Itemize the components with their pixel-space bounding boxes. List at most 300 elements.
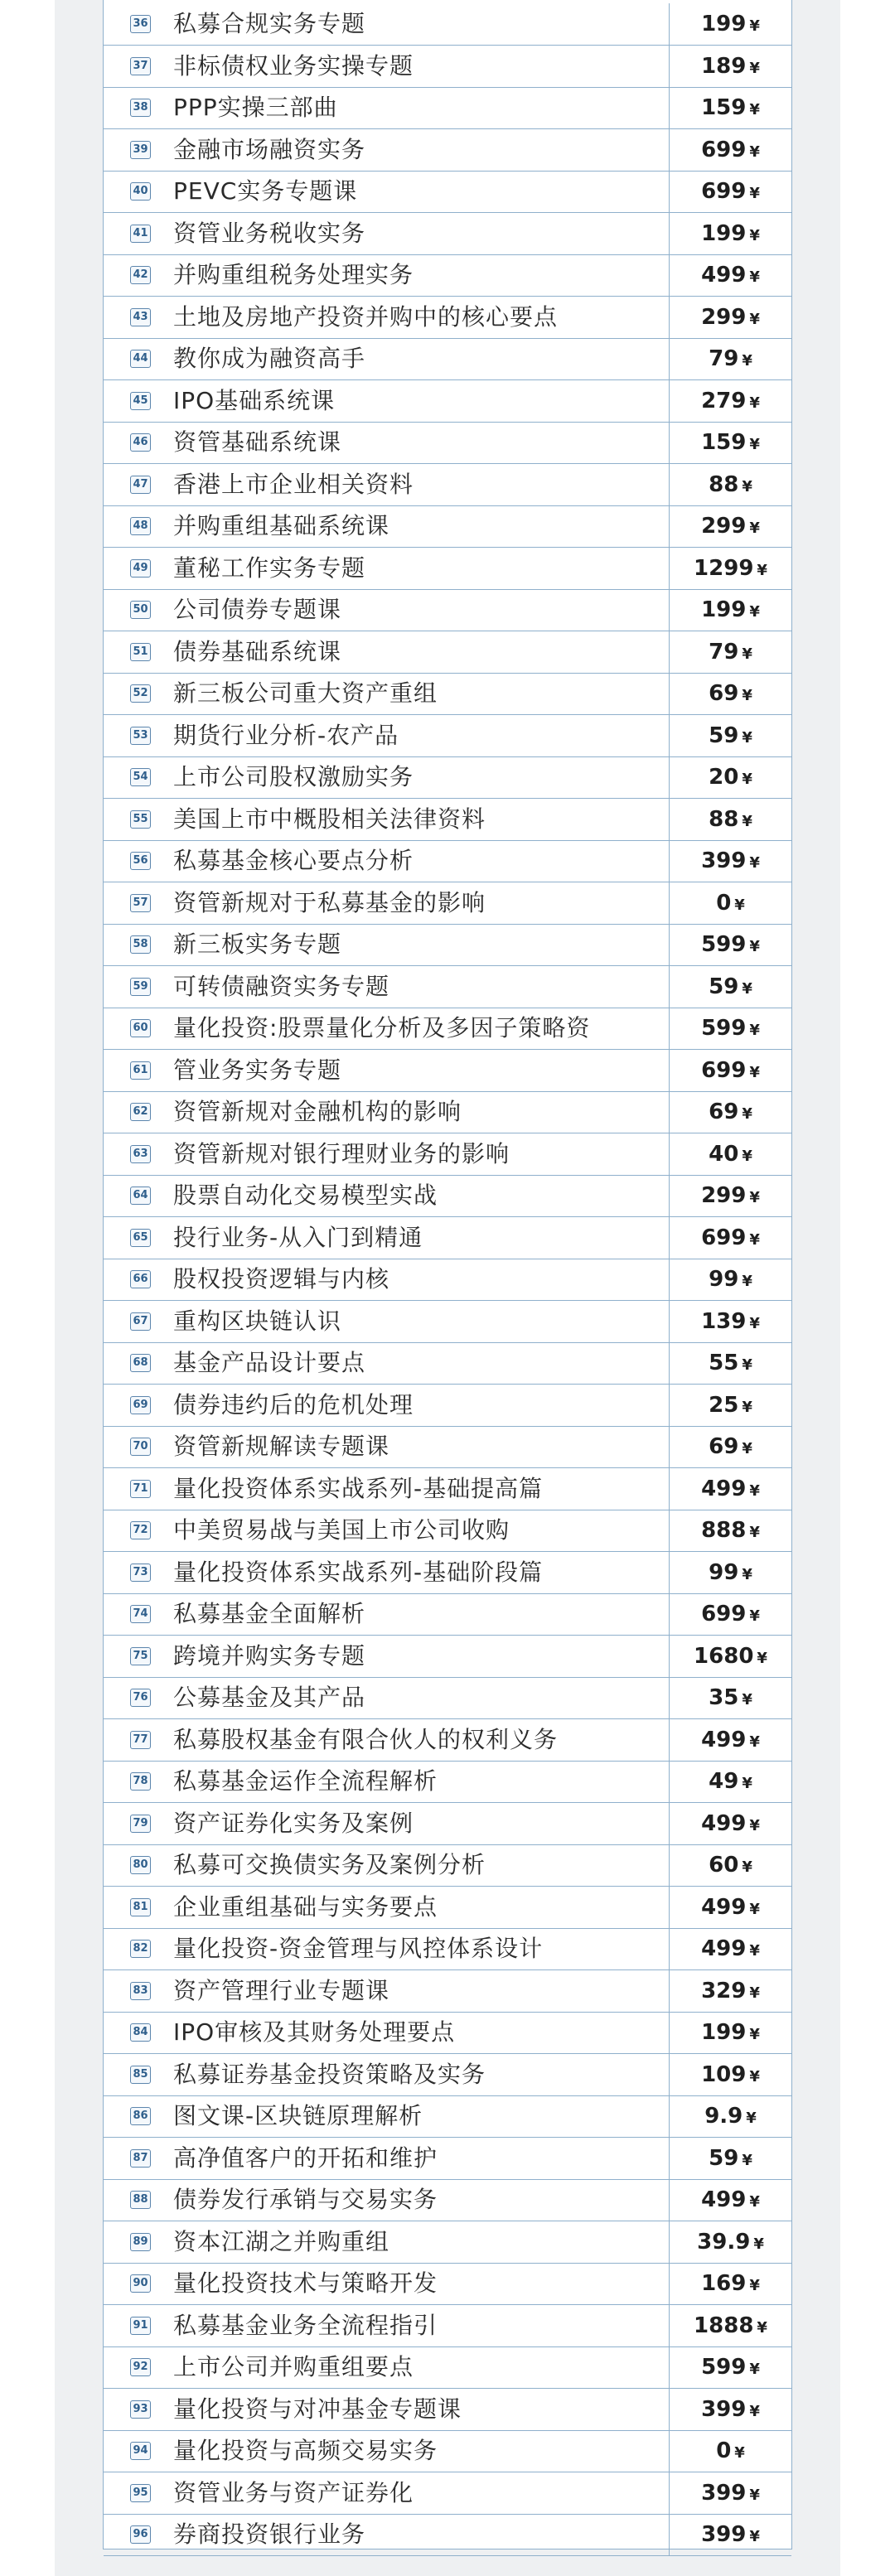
price-cell	[670, 2012, 791, 2053]
table-row	[104, 1385, 791, 1427]
currency-symbol: ¥	[757, 561, 767, 579]
row-number-badge: 91	[130, 2317, 151, 2335]
price-cell	[670, 1636, 791, 1677]
table-row	[104, 3, 791, 46]
price-value: 699	[701, 1057, 747, 1083]
course-title: 企业重组基础与实务要点	[173, 1892, 438, 1921]
table-row	[104, 422, 791, 464]
row-number-badge: 65	[130, 1229, 151, 1247]
price-value: 79	[709, 346, 739, 371]
table-row	[104, 1844, 791, 1887]
price-value: 199	[701, 12, 747, 36]
price-cell	[670, 1385, 791, 1426]
currency-symbol: ¥	[742, 687, 752, 704]
table-row	[104, 2179, 791, 2221]
course-title: 新三板公司重大资产重组	[173, 679, 438, 707]
price-cell	[670, 2389, 791, 2430]
price-cell	[670, 2346, 791, 2388]
price-cell	[670, 1887, 791, 1928]
course-title: 资管新规对于私募基金的影响	[173, 888, 486, 916]
table-row	[104, 2221, 791, 2264]
row-number-badge: 50	[130, 601, 151, 619]
table-row	[104, 380, 791, 423]
currency-symbol: ¥	[749, 1314, 760, 1332]
row-number-badge: 46	[130, 433, 151, 452]
price-value: 599	[701, 932, 747, 957]
row-number-badge: 51	[130, 643, 151, 661]
row-number-badge: 74	[130, 1605, 151, 1623]
price-cell	[670, 464, 791, 505]
table-row	[104, 1217, 791, 1259]
row-number-badge: 87	[130, 2149, 151, 2168]
table-row	[104, 1552, 791, 1594]
price-cell	[670, 1426, 791, 1467]
price-value: 199	[701, 597, 747, 622]
currency-symbol: ¥	[749, 1022, 760, 1039]
currency-symbol: ¥	[749, 2277, 760, 2294]
price-cell	[670, 2430, 791, 2472]
row-number-badge: 61	[130, 1061, 151, 1080]
currency-symbol: ¥	[749, 1816, 760, 1834]
price-value: 1888	[694, 2313, 754, 2338]
currency-symbol: ¥	[742, 1858, 752, 1876]
table-row	[104, 2514, 791, 2556]
price-value: 499	[701, 1476, 747, 1501]
price-value: 139	[701, 1308, 747, 1334]
currency-symbol: ¥	[749, 2193, 760, 2211]
course-title: 可转债融资实务专题	[173, 972, 390, 1000]
currency-symbol: ¥	[749, 226, 760, 244]
price-value: 40	[709, 1141, 739, 1167]
table-row	[104, 1636, 791, 1678]
row-number-badge: 68	[130, 1354, 151, 1372]
currency-symbol: ¥	[742, 1691, 752, 1708]
table-row	[104, 589, 791, 631]
row-number-badge: 88	[130, 2191, 151, 2209]
price-cell	[670, 1510, 791, 1551]
price-cell	[670, 715, 791, 756]
price-cell	[670, 1259, 791, 1300]
price-value: 159	[701, 95, 747, 120]
currency-symbol: ¥	[749, 310, 760, 328]
price-cell	[670, 1593, 791, 1635]
currency-symbol: ¥	[749, 938, 760, 955]
price-cell	[670, 631, 791, 673]
course-title: 资管新规对金融机构的影响	[173, 1098, 462, 1125]
price-cell	[670, 87, 791, 128]
row-number-badge: 56	[130, 852, 151, 870]
row-number-badge: 48	[130, 517, 151, 535]
price-value: 99	[709, 1559, 739, 1585]
currency-symbol: ¥	[742, 1398, 752, 1416]
currency-symbol: ¥	[742, 1273, 752, 1290]
currency-symbol: ¥	[749, 1984, 760, 2002]
currency-symbol: ¥	[742, 477, 752, 495]
price-value: 39.9	[697, 2229, 751, 2255]
price-cell	[670, 1133, 791, 1175]
course-title: 私募基金运作全流程解析	[173, 1767, 438, 1795]
table-row	[104, 1259, 791, 1301]
price-value: 499	[701, 2187, 747, 2212]
course-title: 量化投资:股票量化分析及多因子策略资	[173, 1014, 591, 1042]
course-title: 私募合规实务专题	[173, 10, 366, 37]
price-value: 99	[709, 1267, 739, 1292]
price-value: 399	[701, 2522, 747, 2547]
price-cell	[670, 2514, 791, 2555]
row-number-badge: 67	[130, 1312, 151, 1331]
price-cell	[670, 1008, 791, 1049]
currency-symbol: ¥	[749, 1733, 760, 1751]
table-row	[104, 548, 791, 590]
row-number-badge: 81	[130, 1898, 151, 1916]
price-cell	[670, 1844, 791, 1886]
row-number-badge: 60	[130, 1019, 151, 1037]
table-row	[104, 2389, 791, 2431]
price-cell	[670, 882, 791, 924]
price-value: 88	[709, 471, 739, 497]
price-value: 0	[716, 2438, 732, 2463]
price-cell	[670, 966, 791, 1008]
row-number-badge: 69	[130, 1396, 151, 1414]
row-number-badge: 94	[130, 2442, 151, 2460]
course-title: 中美贸易战与美国上市公司收购	[173, 1516, 510, 1544]
table-row	[104, 1175, 791, 1217]
currency-symbol: ¥	[749, 268, 760, 286]
price-value: 88	[709, 806, 739, 832]
price-value: 599	[701, 2355, 747, 2380]
price-value: 159	[701, 430, 747, 455]
row-number-badge: 63	[130, 1145, 151, 1163]
course-title: IPO基础系统课	[173, 386, 336, 414]
row-number-badge: 82	[130, 1940, 151, 1958]
currency-symbol: ¥	[742, 2151, 752, 2169]
price-value: 59	[709, 974, 739, 999]
table-row	[104, 338, 791, 380]
page-background	[55, 0, 840, 2576]
currency-symbol: ¥	[757, 2318, 767, 2337]
price-value: 399	[701, 2480, 747, 2506]
row-number-badge: 75	[130, 1647, 151, 1665]
price-cell	[670, 254, 791, 296]
price-cell	[670, 1468, 791, 1510]
price-cell	[670, 46, 791, 87]
course-title: 新三板实务专题	[173, 930, 342, 958]
price-cell	[670, 2472, 791, 2514]
currency-symbol: ¥	[749, 2026, 760, 2043]
table-row	[104, 840, 791, 882]
table-row	[104, 2472, 791, 2515]
table-row	[104, 1050, 791, 1092]
price-cell	[670, 2138, 791, 2179]
price-cell	[670, 2095, 791, 2137]
table-row	[104, 2263, 791, 2305]
row-number-badge: 71	[130, 1480, 151, 1498]
price-value: 69	[709, 1100, 739, 1124]
course-title: 资本江湖之并购重组	[173, 2227, 390, 2255]
currency-symbol: ¥	[749, 1900, 760, 1918]
currency-symbol: ¥	[749, 143, 760, 161]
price-cell	[670, 422, 791, 463]
course-title: 量化投资体系实战系列-基础提高篇	[173, 1474, 544, 1502]
course-title: 资管业务与资产证券化	[173, 2478, 414, 2506]
course-title: 量化投资技术与策略开发	[173, 2269, 438, 2297]
table-row	[104, 966, 791, 1008]
course-title: 股权投资逻辑与内核	[173, 1265, 390, 1293]
table-row	[104, 1301, 791, 1343]
price-value: 189	[701, 53, 747, 79]
table-row	[104, 1887, 791, 1929]
row-number-badge: 79	[130, 1815, 151, 1833]
table-row	[104, 1008, 791, 1050]
currency-symbol: ¥	[746, 2110, 757, 2127]
row-number-badge: 64	[130, 1187, 151, 1205]
course-title: 金融市场融资实务	[173, 135, 366, 163]
currency-symbol: ¥	[742, 812, 752, 830]
price-value: 59	[709, 2145, 739, 2171]
course-title: 并购重组基础系统课	[173, 512, 390, 539]
currency-symbol: ¥	[742, 1565, 752, 1583]
table-row	[104, 2095, 791, 2138]
table-row	[104, 2138, 791, 2180]
row-number-badge: 59	[130, 978, 151, 996]
row-number-badge: 44	[130, 350, 151, 368]
table-row	[104, 2346, 791, 2389]
currency-symbol: ¥	[749, 2067, 760, 2085]
row-number-badge: 76	[130, 1689, 151, 1707]
course-title: 资管新规对银行理财业务的影响	[173, 1139, 510, 1167]
currency-symbol: ¥	[742, 1775, 752, 1792]
price-value: 1680	[694, 1643, 754, 1669]
course-title: 量化投资-资金管理与风控体系设计	[173, 1935, 544, 1962]
currency-symbol: ¥	[749, 1230, 760, 1249]
currency-symbol: ¥	[749, 2486, 760, 2504]
currency-symbol: ¥	[749, 394, 760, 412]
price-value: 60	[709, 1853, 739, 1878]
course-title: 基金产品设计要点	[173, 1349, 366, 1376]
price-cell	[670, 297, 791, 338]
row-number-badge: 52	[130, 684, 151, 703]
row-number-badge: 90	[130, 2274, 151, 2293]
table-row	[104, 254, 791, 297]
course-title: 债券基础系统课	[173, 637, 342, 665]
price-cell	[670, 1928, 791, 1969]
price-value: 279	[701, 388, 747, 413]
course-title: IPO审核及其财务处理要点	[173, 2018, 456, 2046]
currency-symbol: ¥	[742, 728, 752, 747]
table-row	[104, 799, 791, 841]
row-number-badge: 41	[130, 225, 151, 243]
row-number-badge: 43	[130, 308, 151, 326]
price-cell	[670, 840, 791, 882]
course-title: 图文课-区块链原理解析	[173, 2102, 423, 2129]
price-value: 199	[701, 2020, 747, 2045]
table-row	[104, 1719, 791, 1762]
price-cell	[670, 1719, 791, 1761]
table-row	[104, 464, 791, 506]
course-title: 量化投资与高频交易实务	[173, 2437, 438, 2464]
course-title: 上市公司股权激励实务	[173, 763, 414, 790]
row-number-badge: 66	[130, 1270, 151, 1288]
table-row	[104, 882, 791, 925]
table-row	[104, 87, 791, 129]
course-title: 土地及房地产投资并购中的核心要点	[173, 302, 559, 331]
course-title: 私募基金全面解析	[173, 1600, 366, 1627]
price-cell	[670, 924, 791, 965]
currency-symbol: ¥	[749, 1607, 760, 1625]
course-title: 资产管理行业专题课	[173, 1976, 390, 2004]
table-row	[104, 1677, 791, 1719]
course-title: 私募基金业务全流程指引	[173, 2311, 438, 2339]
currency-symbol: ¥	[749, 1189, 760, 1206]
course-title: 私募股权基金有限合伙人的权利义务	[173, 1725, 559, 1753]
row-number-badge: 95	[130, 2484, 151, 2502]
price-cell	[670, 2221, 791, 2263]
price-cell	[670, 129, 791, 171]
price-cell	[670, 1301, 791, 1342]
row-number-badge: 93	[130, 2400, 151, 2419]
table-row	[104, 2054, 791, 2096]
course-title: 股票自动化交易模型实战	[173, 1182, 438, 1209]
table-row	[104, 171, 791, 213]
currency-symbol: ¥	[757, 1649, 767, 1667]
price-cell	[670, 548, 791, 589]
currency-symbol: ¥	[742, 1147, 752, 1165]
row-number-badge: 89	[130, 2233, 151, 2251]
currency-symbol: ¥	[742, 352, 752, 370]
price-value: 199	[701, 220, 747, 246]
currency-symbol: ¥	[749, 436, 760, 453]
price-cell	[670, 505, 791, 547]
row-number-badge: 53	[130, 727, 151, 745]
price-cell	[670, 1050, 791, 1091]
table-row	[104, 1510, 791, 1552]
currency-symbol: ¥	[749, 1524, 760, 1541]
currency-symbol: ¥	[742, 1105, 752, 1123]
currency-symbol: ¥	[749, 2361, 760, 2378]
currency-symbol: ¥	[753, 2235, 764, 2253]
currency-symbol: ¥	[749, 854, 760, 872]
price-value: 499	[701, 1936, 747, 1961]
price-cell	[670, 1552, 791, 1593]
table-row	[104, 1426, 791, 1468]
course-title: 董秘工作实务专题	[173, 553, 366, 582]
table-row	[104, 1593, 791, 1636]
price-cell	[670, 589, 791, 631]
course-title: 重构区块链认识	[173, 1307, 342, 1335]
price-cell	[670, 1175, 791, 1216]
currency-symbol: ¥	[734, 896, 745, 914]
price-value: 35	[709, 1685, 739, 1710]
price-cell	[670, 1091, 791, 1133]
course-title: 量化投资与对冲基金专题课	[173, 2395, 462, 2423]
price-cell	[670, 338, 791, 379]
row-number-badge: 49	[130, 559, 151, 578]
price-cell	[670, 1803, 791, 1844]
price-value: 699	[701, 1602, 747, 1626]
row-number-badge: 42	[130, 266, 151, 284]
currency-symbol: ¥	[749, 2402, 760, 2420]
row-number-badge: 96	[130, 2525, 151, 2544]
price-value: 0	[716, 890, 732, 916]
row-number-badge: 40	[130, 182, 151, 201]
course-title: 公募基金及其产品	[173, 1684, 366, 1711]
course-title: 资管新规解读专题课	[173, 1433, 390, 1460]
currency-symbol: ¥	[749, 2528, 760, 2545]
course-title: 资管基础系统课	[173, 428, 342, 456]
price-value: 59	[709, 723, 739, 748]
course-title: 公司债券专题课	[173, 596, 342, 623]
row-number-badge: 77	[130, 1731, 151, 1749]
row-number-badge: 73	[130, 1563, 151, 1582]
price-value: 499	[701, 1727, 747, 1752]
row-number-badge: 92	[130, 2358, 151, 2376]
price-value: 699	[701, 179, 747, 204]
currency-symbol: ¥	[742, 645, 752, 663]
table-row	[104, 2305, 791, 2347]
row-number-badge: 84	[130, 2023, 151, 2042]
price-value: 169	[701, 2271, 747, 2296]
price-cell	[670, 171, 791, 212]
course-title: 高净值客户的开拓和维护	[173, 2143, 438, 2172]
row-number-badge: 72	[130, 1521, 151, 1539]
price-cell	[670, 2179, 791, 2221]
table-row	[104, 1803, 791, 1845]
price-value: 888	[701, 1518, 747, 1543]
course-title: 美国上市中概股相关法律资料	[173, 805, 486, 833]
table-row	[104, 1468, 791, 1510]
course-title: PEVC实务专题课	[173, 177, 358, 205]
table-row	[104, 1970, 791, 2013]
price-cell	[670, 1342, 791, 1384]
course-title: 资产证券化实务及案例	[173, 1809, 414, 1837]
course-title: 债券违约后的危机处理	[173, 1390, 414, 1418]
course-title: 跨境并购实务专题	[173, 1641, 366, 1670]
price-cell	[670, 1217, 791, 1259]
price-value: 699	[701, 1225, 747, 1250]
price-value: 329	[701, 1978, 747, 2003]
row-number-badge: 83	[130, 1982, 151, 2000]
price-value: 699	[701, 137, 747, 162]
table-row	[104, 715, 791, 757]
price-value: 25	[709, 1392, 739, 1418]
course-title: 投行业务-从入门到精通	[173, 1223, 423, 1251]
currency-symbol: ¥	[749, 1063, 760, 1081]
price-cell	[670, 1970, 791, 2012]
table-row	[104, 1342, 791, 1385]
table-row	[104, 213, 791, 255]
course-title: 量化投资体系实战系列-基础阶段篇	[173, 1558, 544, 1586]
course-title: 香港上市企业相关资料	[173, 470, 414, 498]
course-title: PPP实操三部曲	[173, 94, 338, 121]
table-row	[104, 756, 791, 799]
course-title: 教你成为融资高手	[173, 345, 366, 372]
row-number-badge: 55	[130, 810, 151, 829]
course-title: 债券发行承销与交易实务	[173, 2186, 438, 2213]
row-number-badge: 80	[130, 1856, 151, 1874]
price-value: 499	[701, 263, 747, 288]
course-title: 管业务实务专题	[173, 1056, 342, 1084]
price-value: 299	[701, 304, 747, 330]
currency-symbol: ¥	[749, 59, 760, 77]
table-row	[104, 1091, 791, 1133]
price-cell	[670, 756, 791, 798]
course-title: 私募证券基金投资策略及实务	[173, 2060, 486, 2088]
row-number-badge: 85	[130, 2066, 151, 2084]
price-value: 599	[701, 1016, 747, 1041]
price-value: 399	[701, 2396, 747, 2422]
price-cell	[670, 380, 791, 422]
currency-symbol: ¥	[749, 185, 760, 202]
